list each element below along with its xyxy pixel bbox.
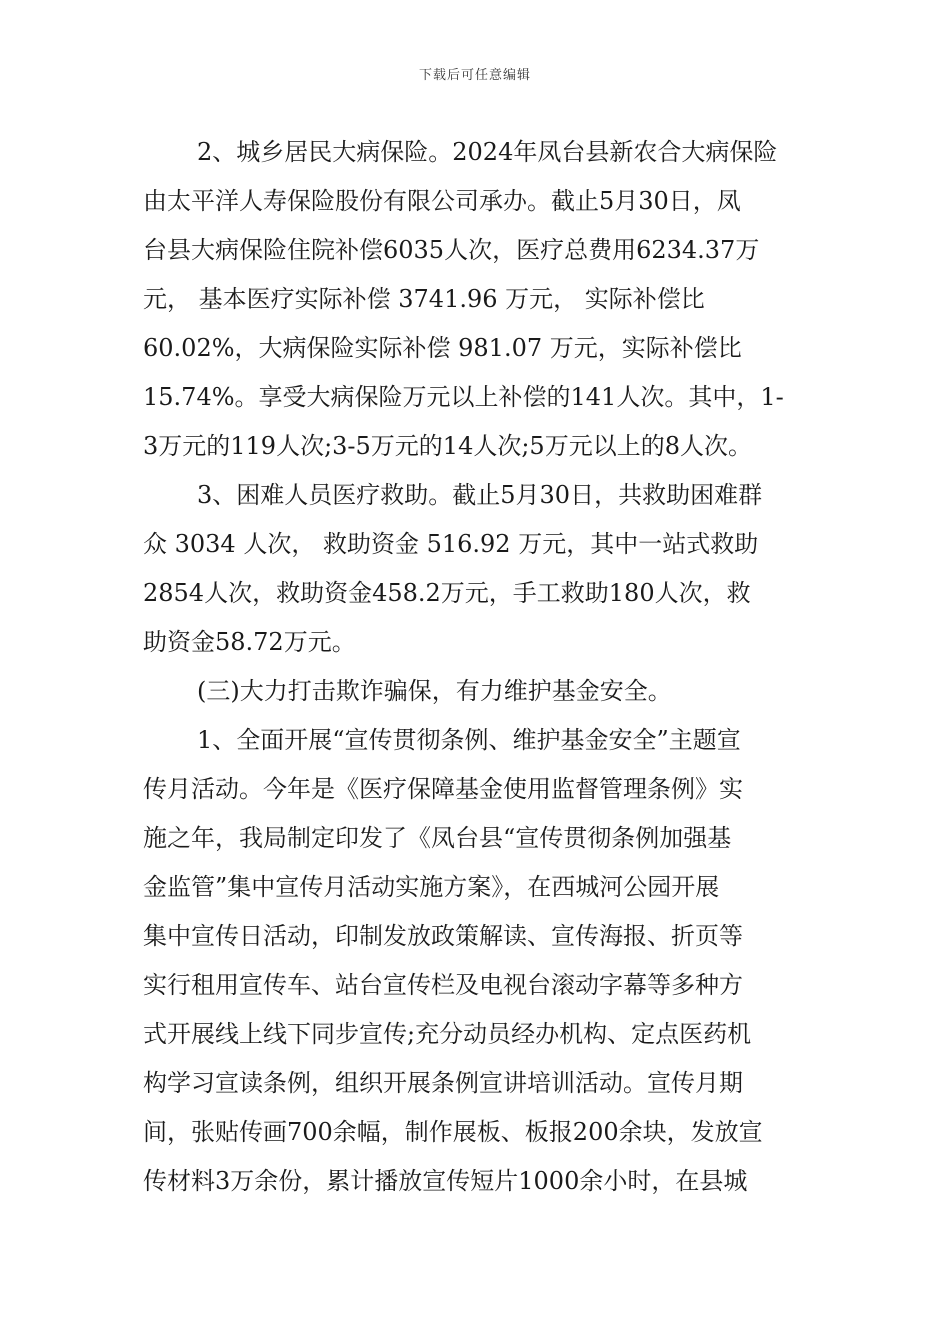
text-line: 3、困难人员医疗救助。截止5月30日，共救助困难群 [197, 481, 763, 509]
text-line: 元， 基本医疗实际补偿 3741.96 万元， 实际补偿比 [143, 285, 705, 313]
text-line: 构学习宣读条例，组织开展条例宣讲培训活动。宣传月期 [143, 1069, 743, 1097]
text-line: 2、城乡居民大病保险。2024年凤台县新农合大病保险 [197, 138, 778, 166]
text-line: 助资金58.72万元。 [143, 628, 356, 656]
text-line: 金监管”集中宣传月活动实施方案》，在西城河公园开展 [143, 873, 720, 901]
section-heading: (三)大力打击欺诈骗保，有力维护基金安全。 [197, 677, 672, 705]
text-line: 传材料3万余份，累计播放宣传短片1000余小时，在县城 [143, 1167, 748, 1195]
text-line: 众 3034 人次， 救助资金 516.92 万元，其中一站式救助 [143, 530, 759, 558]
document-body [143, 128, 805, 1206]
text-line: 1、全面开展“宣传贯彻条例、维护基金安全”主题宣 [197, 726, 741, 754]
text-line: 由太平洋人寿保险股份有限公司承办。截止5月30日，凤 [143, 187, 741, 215]
header-note: 下载后可任意编辑 [418, 68, 531, 83]
text-line: 2854人次，救助资金458.2万元，手工救助180人次，救 [143, 579, 751, 607]
text-line: 台县大病保险住院补偿6035人次，医疗总费用6234.37万 [143, 236, 760, 264]
text-line: 实行租用宣传车、站台宣传栏及电视台滚动字幕等多种方 [143, 971, 743, 999]
text-line: 3万元的119人次;3-5万元的14人次;5万元以上的8人次。 [143, 432, 752, 460]
text-line: 15.74%。享受大病保险万元以上补偿的141人次。其中，1- [143, 383, 784, 411]
text-line: 施之年，我局制定印发了《凤台县“宣传贯彻条例加强基 [143, 824, 732, 852]
text-line: 集中宣传日活动，印制发放政策解读、宣传海报、折页等 [143, 922, 743, 950]
text-line: 间，张贴传画700余幅，制作展板、板报200余块，发放宣 [143, 1118, 763, 1146]
text-line: 传月活动。今年是《医疗保障基金使用监督管理条例》实 [143, 775, 743, 803]
text-line: 式开展线上线下同步宣传;充分动员经办机构、定点医药机 [143, 1020, 752, 1048]
text-line: 60.02%，大病保险实际补偿 981.07 万元，实际补偿比 [143, 334, 742, 362]
